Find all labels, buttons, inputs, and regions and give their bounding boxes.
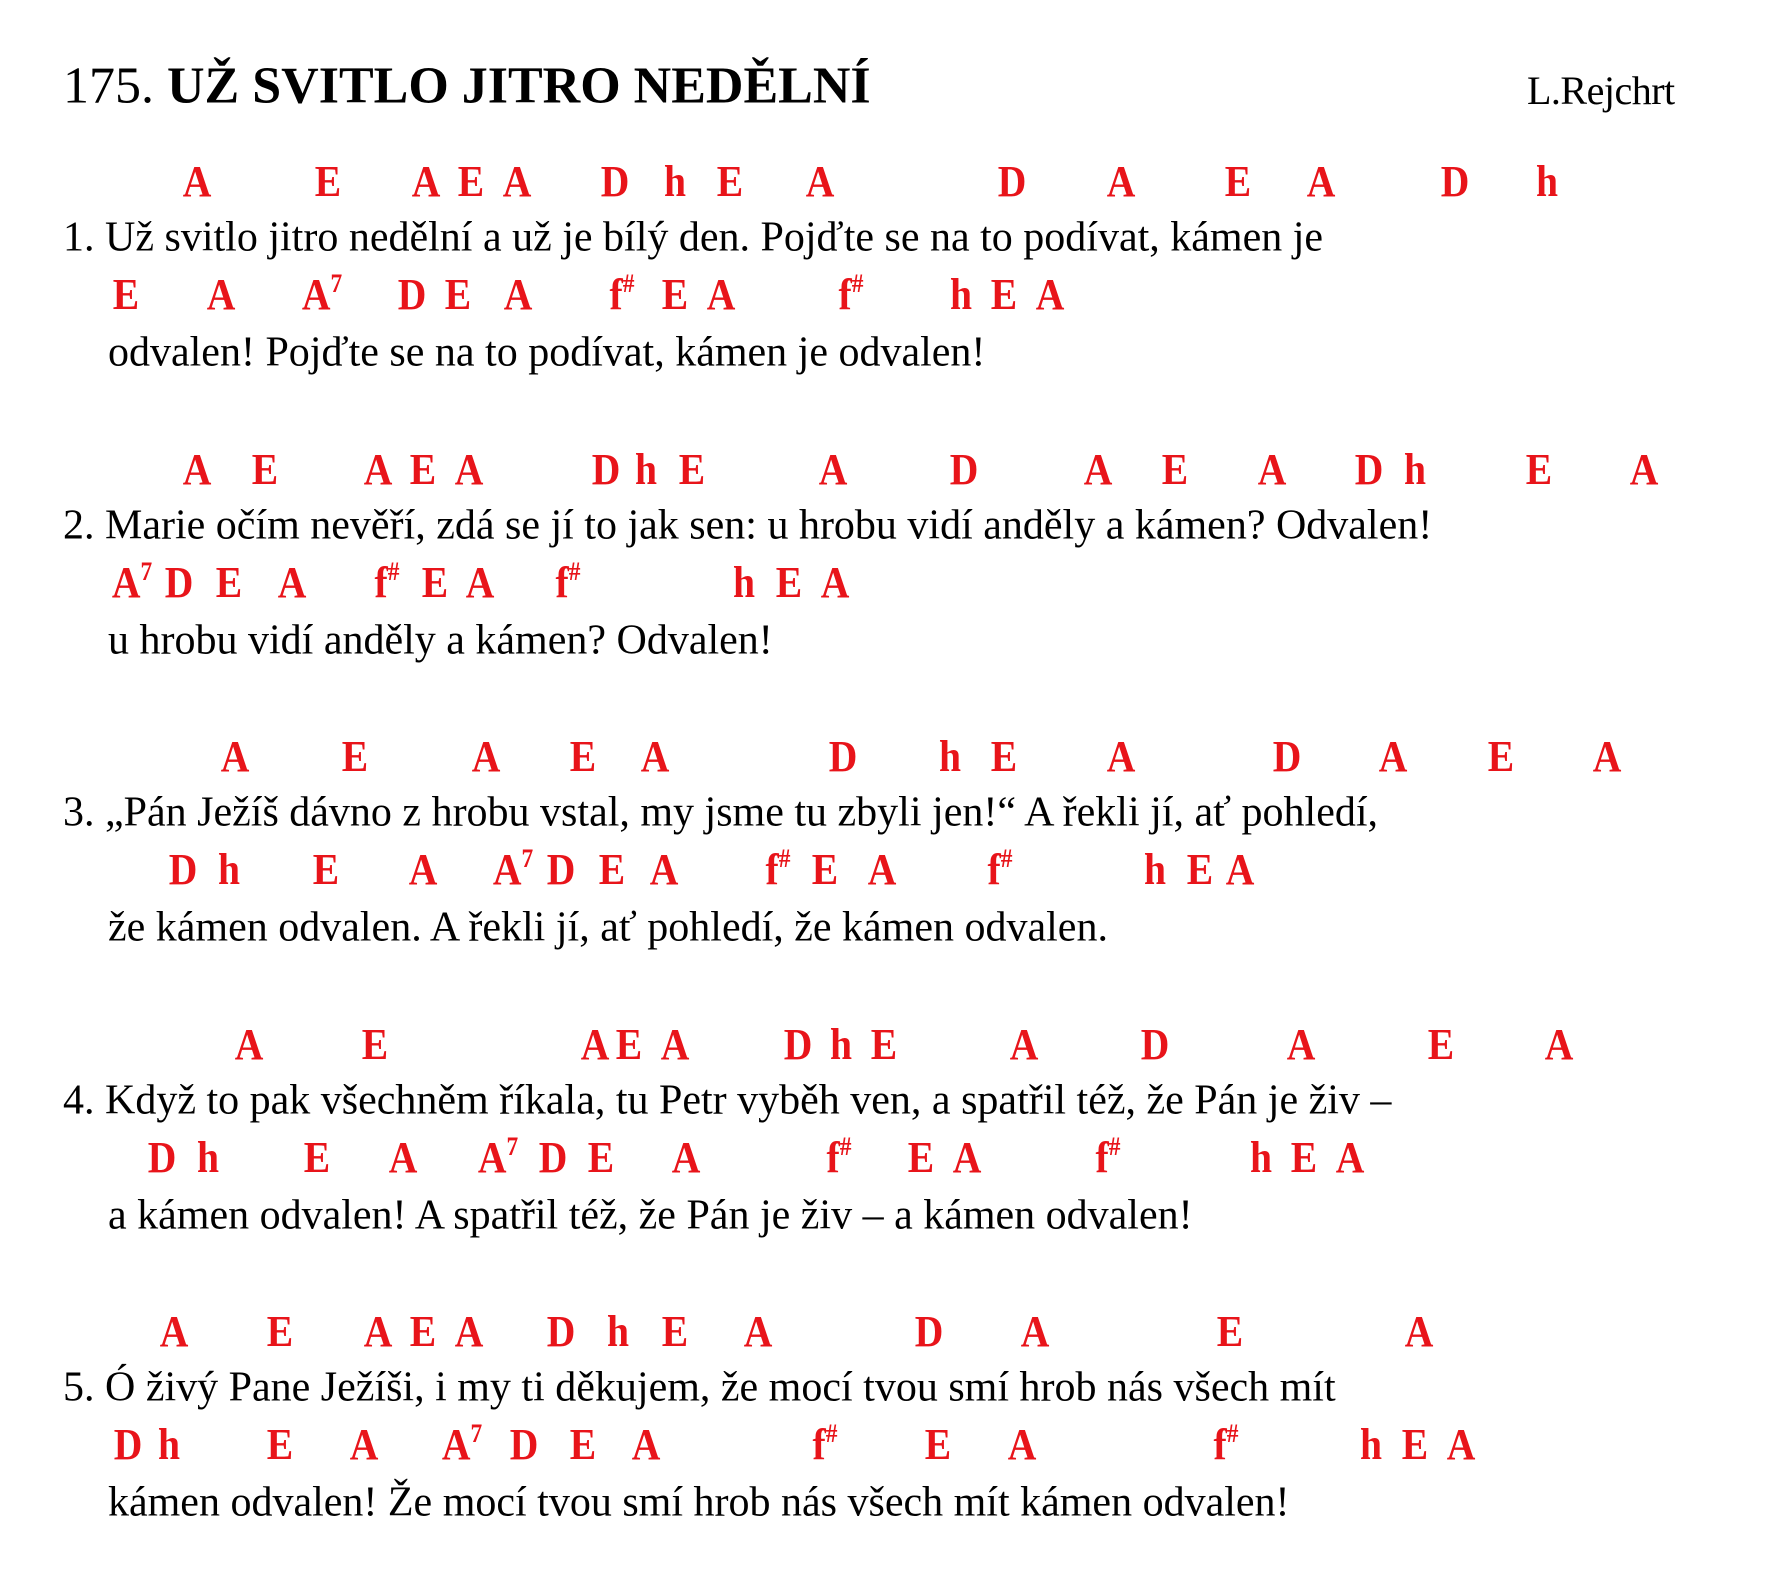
chord: A — [952, 1132, 982, 1182]
chord: E — [775, 557, 803, 607]
song-author: L.Rejchrt — [1527, 68, 1675, 113]
chord: A — [1020, 1306, 1050, 1356]
chord: D — [546, 1306, 576, 1356]
chord: f# — [555, 556, 581, 607]
chord: E — [314, 156, 342, 206]
chord: A — [1286, 1019, 1316, 1069]
song-name: UŽ SVITLO JITRO NEDĚLNÍ — [167, 57, 871, 115]
chord-modifier: # — [387, 556, 400, 586]
chord: E — [924, 1419, 952, 1469]
chord: A — [220, 731, 250, 781]
chord: E — [361, 1019, 389, 1069]
chord: f# — [812, 1418, 838, 1469]
chord-modifier: # — [778, 843, 791, 873]
lyric-line: že kámen odvalen. A řekli jí, ať pohledí, že kámen odvalen. — [108, 904, 1108, 951]
chord: A — [1106, 731, 1136, 781]
chord: A — [1306, 156, 1336, 206]
chord: D — [1272, 731, 1302, 781]
chord: f# — [765, 843, 791, 894]
chord: A — [465, 557, 495, 607]
chord: E — [409, 1306, 437, 1356]
chord: $A^7$ — [441, 1418, 483, 1469]
chord: E — [907, 1132, 935, 1182]
chord: D — [509, 1419, 539, 1469]
chord: E — [1525, 444, 1553, 494]
chord: A — [1035, 269, 1065, 319]
lyric-line-numbered: 3. „Pán Ježíš dávno z hrobu vstal, my jsme tu zbyli jen!“ A řekli jí, ať pohledí, — [63, 789, 1379, 836]
chord: A — [206, 269, 236, 319]
chord: A — [1009, 1019, 1039, 1069]
chord: h — [217, 844, 241, 894]
chord: D — [147, 1132, 177, 1182]
chord: D — [397, 269, 427, 319]
chord-modifier: # — [1108, 1131, 1121, 1161]
chord: A — [805, 156, 835, 206]
chord: $A^7$ — [111, 556, 153, 607]
chord: E — [569, 1419, 597, 1469]
chord: A — [640, 731, 670, 781]
chord: A — [1592, 731, 1622, 781]
chord: f# — [1095, 1131, 1121, 1182]
chord-modifier: # — [825, 1418, 838, 1448]
lyric-line-numbered: 1. Už svitlo jitro nedělní a už je bílý den. Pojďte se na to podívat, kámen je — [63, 214, 1324, 261]
chord-modifier: # — [851, 268, 864, 298]
chord: A — [503, 269, 533, 319]
chord: A — [1335, 1132, 1365, 1182]
chord: E — [870, 1019, 898, 1069]
chord: D — [828, 731, 858, 781]
chord-modifier: # — [568, 556, 581, 586]
chord: f# — [374, 556, 400, 607]
chord: A — [1446, 1419, 1476, 1469]
chord: E — [112, 269, 140, 319]
chord: h — [1359, 1419, 1383, 1469]
chord: A — [408, 844, 438, 894]
chord-modifier: 7 — [470, 1418, 483, 1448]
lyric-line: odvalen! Pojďte se na to podívat, kámen je odvalen! — [108, 329, 986, 376]
chord: E — [1224, 156, 1252, 206]
chord: f# — [987, 843, 1013, 894]
chord: E — [569, 731, 597, 781]
chord: f# — [1213, 1418, 1239, 1469]
chord: A — [159, 1306, 189, 1356]
chord: D — [546, 844, 576, 894]
chord: E — [421, 557, 449, 607]
chord: f# — [609, 268, 635, 319]
chord: D — [783, 1019, 813, 1069]
chord: E — [266, 1306, 294, 1356]
chord: h — [634, 444, 658, 494]
chord: E — [587, 1132, 615, 1182]
chord-row — [0, 1131, 1773, 1182]
chord: A — [867, 844, 897, 894]
chord: A — [818, 444, 848, 494]
chord: D — [914, 1306, 944, 1356]
chord: A — [1257, 444, 1287, 494]
chord: E — [716, 156, 744, 206]
chord: E — [615, 1019, 643, 1069]
chord: A — [671, 1132, 701, 1182]
chord-row — [0, 556, 1773, 607]
chord-row — [0, 444, 1773, 494]
chord: E — [341, 731, 369, 781]
chord: D — [538, 1132, 568, 1182]
chord: h — [196, 1132, 220, 1182]
chord: h — [732, 557, 756, 607]
chord-modifier: 7 — [521, 843, 534, 873]
chord: A — [1106, 156, 1136, 206]
chord: A — [363, 444, 393, 494]
chord: h — [606, 1306, 630, 1356]
chord: E — [1161, 444, 1189, 494]
chord: h — [157, 1419, 181, 1469]
chord: E — [661, 1306, 689, 1356]
chord: E — [444, 269, 472, 319]
chord: A — [471, 731, 501, 781]
chord: E — [303, 1132, 331, 1182]
chord: A — [1629, 444, 1659, 494]
chord: A — [1404, 1306, 1434, 1356]
chord-row — [0, 1019, 1773, 1069]
chord: E — [457, 156, 485, 206]
chord: D — [1440, 156, 1470, 206]
chord: E — [409, 444, 437, 494]
chord: f# — [838, 268, 864, 319]
chord: A — [234, 1019, 264, 1069]
chord: D — [949, 444, 979, 494]
chord: h — [949, 269, 973, 319]
chord: E — [312, 844, 340, 894]
chord: A — [363, 1306, 393, 1356]
chord: $A^7$ — [492, 843, 534, 894]
chord: E — [598, 844, 626, 894]
chord: A — [388, 1132, 418, 1182]
chord: A — [411, 156, 441, 206]
chord: h — [938, 731, 962, 781]
chord: A — [502, 156, 532, 206]
chord: D — [164, 557, 194, 607]
chord-modifier: 7 — [330, 268, 343, 298]
chord: D — [1140, 1019, 1170, 1069]
song-number: 175. — [63, 57, 154, 115]
chord: h — [829, 1019, 853, 1069]
chord: E — [990, 269, 1018, 319]
lyric-line: kámen odvalen! Že mocí tvou smí hrob nás všech mít kámen odvalen! — [108, 1479, 1290, 1526]
chord: D — [1354, 444, 1384, 494]
chord: h — [1249, 1132, 1273, 1182]
chord: E — [1290, 1132, 1318, 1182]
chord: A — [580, 1019, 610, 1069]
chord: f# — [826, 1131, 852, 1182]
chord: E — [251, 444, 279, 494]
lyric-line: a kámen odvalen! A spatřil též, že Pán je živ – a kámen odvalen! — [108, 1191, 1193, 1238]
chord: D — [591, 444, 621, 494]
chord: A — [349, 1419, 379, 1469]
chord: E — [990, 731, 1018, 781]
chord: A — [743, 1306, 773, 1356]
chord-modifier: # — [1000, 843, 1013, 873]
chord: A — [1544, 1019, 1574, 1069]
chord-row — [0, 843, 1773, 894]
chord: h — [1403, 444, 1427, 494]
chord: A — [660, 1019, 690, 1069]
chord: E — [1401, 1419, 1429, 1469]
chord-row — [0, 1418, 1773, 1469]
chord: D — [168, 844, 198, 894]
chord: A — [277, 557, 307, 607]
chord: E — [215, 557, 243, 607]
chord-modifier: # — [622, 268, 635, 298]
chord: A — [1225, 844, 1255, 894]
chord-row — [0, 268, 1773, 319]
chord: $A^7$ — [301, 268, 343, 319]
chord: D — [600, 156, 630, 206]
chord: A — [1378, 731, 1408, 781]
chord-modifier: # — [839, 1131, 852, 1161]
chord: $A^7$ — [477, 1131, 519, 1182]
chord: A — [1083, 444, 1113, 494]
chord: A — [1007, 1419, 1037, 1469]
chord: D — [113, 1419, 143, 1469]
chord: h — [1143, 844, 1167, 894]
chord: E — [266, 1419, 294, 1469]
chord: E — [1186, 844, 1214, 894]
chord: E — [1487, 731, 1515, 781]
chord: A — [706, 269, 736, 319]
chord: A — [182, 156, 212, 206]
lyric-line-numbered: 5. Ó živý Pane Ježíši, i my ti děkujem, že mocí tvou smí hrob nás všech mít — [63, 1364, 1336, 1411]
chord: A — [649, 844, 679, 894]
lyric-line-numbered: 4. Když to pak všechněm říkala, tu Petr vyběh ven, a spatřil též, že Pán je živ – — [63, 1076, 1392, 1123]
chord-row — [0, 731, 1773, 781]
chord-row — [0, 1306, 1773, 1356]
chord: E — [811, 844, 839, 894]
chord-modifier: # — [1226, 1418, 1239, 1448]
chord: E — [1427, 1019, 1455, 1069]
chord-modifier: 7 — [140, 556, 153, 586]
chord: A — [454, 1306, 484, 1356]
chord: A — [820, 557, 850, 607]
chord: h — [1535, 156, 1559, 206]
chord: E — [678, 444, 706, 494]
chord: A — [454, 444, 484, 494]
chord: D — [997, 156, 1027, 206]
chord-modifier: 7 — [506, 1131, 519, 1161]
chord: A — [182, 444, 212, 494]
lyric-line-numbered: 2. Marie očím nevěří, zdá se jí to jak sen: u hrobu vidí anděly a kámen? Odvalen! — [63, 501, 1433, 548]
lyric-line: u hrobu vidí anděly a kámen? Odvalen! — [108, 616, 773, 663]
chord: E — [1216, 1306, 1244, 1356]
chord: A — [631, 1419, 661, 1469]
chord: h — [663, 156, 687, 206]
chord: E — [661, 269, 689, 319]
